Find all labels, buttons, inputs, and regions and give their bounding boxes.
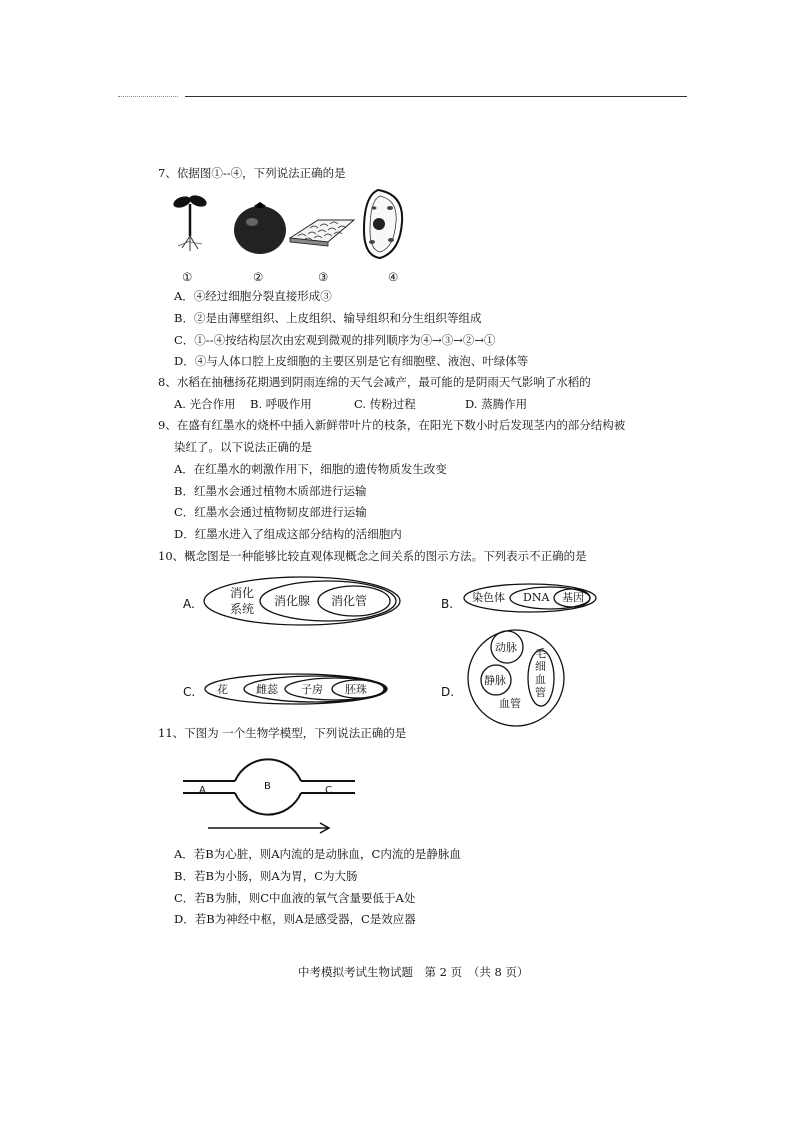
q10-b-inner: 基因 — [562, 591, 584, 604]
q10-d-cap1: 毛 — [535, 647, 546, 660]
q10-d-outer: 血管 — [499, 697, 521, 710]
q11-label-b: B — [264, 781, 271, 792]
q11-option-b: B．若B为小肠，则A为胃，C为大肠 — [174, 869, 358, 883]
q7-option-a: A．④经过细胞分裂直接形成③ — [174, 289, 332, 303]
q11-option-a: A．若B为心脏，则A内流的是动脉血，C内流的是静脉血 — [174, 847, 461, 861]
q10-c-l1: 花 — [217, 683, 228, 696]
plant-cell-image — [364, 190, 402, 258]
q7-option-c: C．①--④按结构层次由宏观到微观的排列顺序为④→③→②→① — [174, 333, 496, 347]
q7-option-d: D．④与人体口腔上皮细胞的主要区别是它有细胞壁、液泡、叶绿体等 — [174, 354, 529, 368]
top-rule — [185, 96, 687, 97]
q8-stem: 8、水稻在抽穗扬花期遇到阴雨连绵的天气会减产，最可能的是阴雨天气影响了水稻的 — [158, 375, 591, 389]
q8-option-b: B. 呼吸作用 — [250, 397, 312, 411]
q9-option-a: A．在红墨水的刺激作用下，细胞的遗传物质发生改变 — [174, 462, 447, 476]
tomato-image — [234, 202, 286, 254]
q10-d-vein: 静脉 — [484, 674, 506, 687]
seedling-image — [172, 193, 208, 251]
q10-a-letter: A. — [183, 597, 195, 611]
q11-option-c: C．若B为肺，则C中血液的氧气含量要低于A处 — [174, 891, 416, 905]
q7-option-b: B．②是由薄壁组织、上皮组织、输导组织和分生组织等组成 — [174, 311, 482, 325]
q7-stem: 7、依据图①--④，下列说法正确的是 — [158, 166, 346, 180]
q7-figure — [168, 186, 408, 276]
q10-d-letter: D. — [441, 685, 455, 699]
tissue-image — [290, 220, 354, 246]
q11-model-diagram — [183, 748, 383, 838]
q10-a-outer-line1: 消化 — [230, 586, 255, 600]
q10-d-cap3: 血 — [535, 673, 546, 686]
q10-d-diagram — [464, 626, 584, 736]
q10-b-mid: DNA — [523, 591, 550, 604]
q10-a-outer-line2: 系统 — [230, 602, 255, 616]
q8-option-c: C. 传粉过程 — [354, 397, 416, 411]
q10-stem: 10、概念图是一种能够比较直观体现概念之间关系的图示方法。下列表示不正确的是 — [158, 549, 587, 563]
q10-c-l3: 子房 — [301, 683, 323, 696]
q10-c-letter: C. — [183, 685, 196, 699]
q11-stem: 11、下图为 一个生物学模型，下列说法正确的是 — [158, 726, 407, 740]
q10-d-cap4: 管 — [535, 686, 546, 699]
fig-label-1: ① — [182, 270, 193, 284]
fig-label-2: ② — [253, 270, 264, 284]
q10-a-inner: 消化管 — [331, 594, 368, 608]
q9-option-c: C．红墨水会通过植物韧皮部进行运输 — [174, 505, 367, 519]
q10-b-letter: B. — [441, 597, 454, 611]
q10-a-mid: 消化腺 — [274, 594, 311, 608]
top-dotted-rule — [118, 96, 178, 97]
fig-label-4: ④ — [388, 270, 399, 284]
fig-label-3: ③ — [318, 270, 329, 284]
q8-option-d: D. 蒸腾作用 — [465, 397, 528, 411]
q9-stem-line2: 染红了。以下说法正确的是 — [174, 440, 312, 454]
q9-option-b: B．红墨水会通过植物木质部进行运输 — [174, 484, 367, 498]
q10-c-l4: 胚珠 — [345, 683, 367, 696]
page-footer: 中考模拟考试生物试题 第 2 页 （共 8 页） — [298, 965, 529, 979]
q10-d-cap2: 细 — [535, 660, 546, 673]
q11-label-a: A — [199, 785, 206, 796]
q11-label-c: C — [325, 785, 332, 796]
q9-stem-line1: 9、在盛有红墨水的烧杯中插入新鲜带叶片的枝条，在阳光下数小时后发现茎内的部分结构被 — [158, 418, 626, 432]
q10-d-artery: 动脉 — [495, 641, 517, 654]
q9-option-d: D．红墨水进入了组成这部分结构的活细胞内 — [174, 527, 402, 541]
q8-option-a: A. 光合作用 — [174, 397, 236, 411]
q10-b-outer: 染色体 — [472, 591, 505, 604]
q10-c-l2: 雌蕊 — [256, 683, 278, 696]
q11-option-d: D．若B为神经中枢，则A是感受器，C是效应器 — [174, 912, 416, 926]
